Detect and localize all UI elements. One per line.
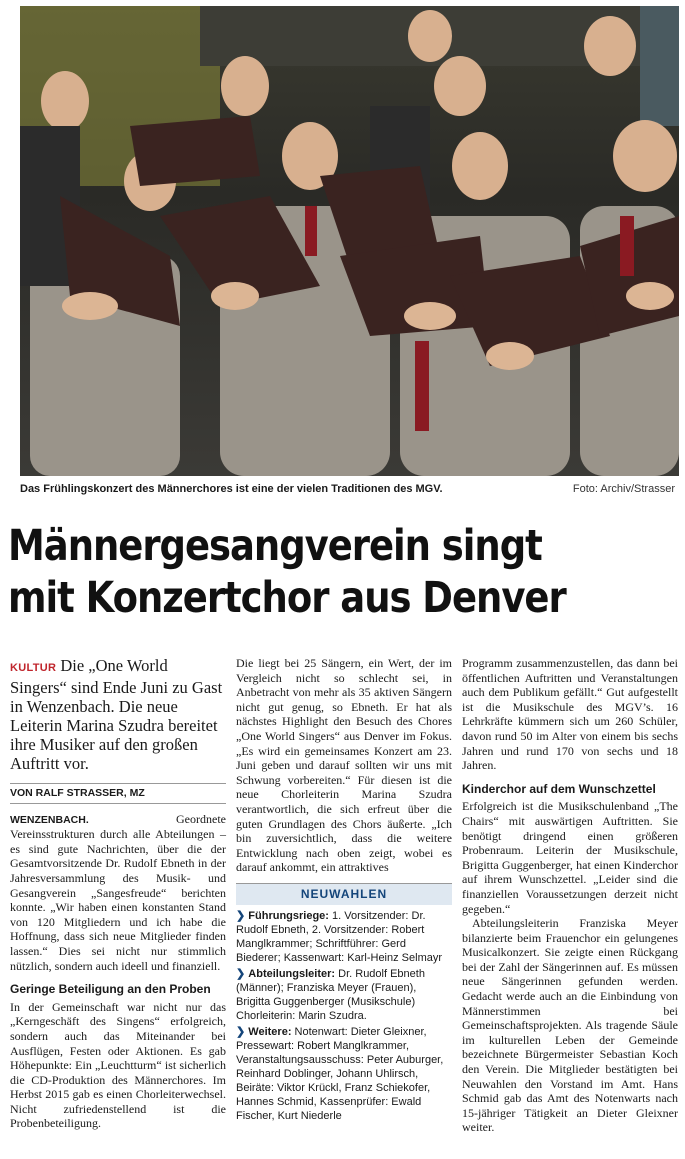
- headline-line-2: mit Konzertchor aus Denver: [8, 573, 566, 623]
- box-title: NEUWAHLEN: [236, 884, 452, 905]
- choir-photo: [20, 6, 679, 476]
- chevron-right-icon: ❯: [236, 967, 246, 980]
- headline-line-1: Männergesangverein singt: [8, 521, 542, 571]
- column-3: [462, 656, 678, 1135]
- box-entry-label: Abteilungsleiter:: [248, 967, 336, 980]
- box-entry: [236, 1025, 452, 1123]
- column-1: [10, 656, 226, 1131]
- box-entry-label: Weitere:: [248, 1025, 292, 1038]
- subheading-2: Kinderchor auf dem Wunschzettel: [462, 781, 656, 796]
- photo-caption: [20, 483, 679, 499]
- caption-text: Das Frühlingskonzert des Männerchores ist eine der vielen Traditionen des MGV.: [20, 483, 443, 495]
- column-2: [236, 656, 452, 1125]
- box-entry: [236, 909, 452, 965]
- chevron-right-icon: ❯: [236, 909, 246, 922]
- body-paragraph-6: Abteilungsleiterin Franziska Meyer bilanzierte beim Frauenchor ein gelungenes Musicalkonzert. Sie zeigte einen Rückgang bei der Zahl der Sängerinnen auf. Es müssen neue Sängerinnen gefunden werden. Gedacht werde auch an die Einbindung von Männerstimmen bei Gemeinschaftsprojekten. Als tragende Säule im kulturellen Leben der Gemeinde bezeichnete Bürgermeister Sebastian Koch den Verein. Die Mitglieder bestätigten bei Neuwahlen den Vorstand im Amt. Hans Schmid gab das Amt des Notenwarts nach 15-jähriger Tätigkeit an Dieter Gleixner weiter.: [462, 916, 678, 1135]
- neuwahlen-box: [236, 883, 452, 1123]
- lead-paragraph: [10, 656, 226, 773]
- chevron-right-icon: ❯: [236, 1025, 246, 1038]
- author-byline: VON RALF STRASSER, MZ: [10, 783, 226, 804]
- body-paragraph-4: Programm zusammenzustellen, das dann bei öffentlichen Auftritten und Veranstaltungen auch dem Publikum gefällt.“ Gut aufgestellt ist die Musikschule des MGV’s. 16 Lehrkräfte kümmern sich um 260 Schüler, davon rund 50 im Alter von einem bis sechs Jahren und rund 170 von sechs und 18 Jahren.: [462, 656, 678, 773]
- dateline: WENZENBACH.: [10, 813, 89, 826]
- article-headline: [8, 520, 586, 624]
- box-entry-label: Führungsriege:: [248, 909, 329, 922]
- box-entry-text: 1. Vorsitzender: Dr. Rudolf Ebneth, 2. Vorsitzender: Robert Manglkrammer; Schriftführer: Gerd Biederer; Kassenwart: Karl-Heinz Selmayr: [236, 909, 443, 964]
- choir-photo-illustration: [20, 6, 679, 476]
- subheading-1: Geringe Beteiligung an den Proben: [10, 982, 211, 997]
- box-entry-text: Notenwart: Dieter Gleixner, Pressewart: Robert Manglkrammer, Veranstaltungsausschuss: Peter Auburger, Reinhard Doblinger, Johann Uhlirsch, Beiräte: Viktor Krückl, Franz Schiekofer, Hannes Schmid, Kassenprüfer: Ewald Fischer, Kurt Niederle: [236, 1025, 444, 1122]
- section-kicker: KULTUR: [10, 662, 57, 674]
- body-paragraph-3: Die liegt bei 25 Sängern, ein Wert, der im Vergleich nicht so schlecht sei, in Anbetracht von mehr als 35 aktiven Sängern nicht gut genug, so Ebneth. Er hat als nächstes Highlight den Besuch des Chores „One World Singers“ aus Denver im Fokus. „Es wird ein gemeinsames Konzert am 23. Juni geben und darauf sollten wir uns mit Schwung vorbereiten.“ Für diesen ist die neue Chorleiterin Marina Szudra verantwortlich, die sich erfreut über die guten Grundlagen des Chors äußerte. „Ich bin zuversichtlich, dass die weitere Entwicklung nach oben zeigt, wobei es darauf ankommt, ein attraktives: [236, 656, 452, 875]
- box-entry-text: Dr. Rudolf Ebneth (Männer); Franziska Meyer (Frauen), Brigitta Guggenberger (Musikschule) Chorleiterin: Marin Szudra.: [236, 967, 425, 1022]
- box-entry: [236, 967, 452, 1023]
- body-paragraph-2: In der Gemeinschaft war nicht nur das „Kerngeschäft des Singens“ erfolgreich, sondern auch das Miteinander bei Ausflügen, Festen oder Aktionen. Es gab Höhepunkte: Ein „Leuchtturm“ ist sicherlich die CD-Produktion des Männerchores. Im Herbst 2015 gab es einen Chorleiterwechsel. Nicht zufriedenstellend ist die Probenbeteiligung.: [10, 999, 226, 1131]
- body-paragraph-1-text: Geordnete Vereinsstrukturen durch alle Abteilungen – es sind gute Nachrichten, über die der Gesamtvorsitzende Dr. Rudolf Ebneth in der Jahresversammlung des Musik- und Gesangverein „Sangesfreude“ berichten konnte. „Wir haben einen konstanten Stand von 120 Mitgliedern und ich habe die Hoffnung, dass sich neue Mitglieder finden lassen.“ Dies sei nicht nur stimmlich nützlich, sondern auch ideell und finanziell.: [10, 811, 226, 973]
- body-paragraph-1: [10, 812, 226, 974]
- photo-credit: Foto: Archiv/Strasser: [572, 483, 675, 495]
- lead-text: Die „One World Singers“ sind Ende Juni zu Gast in Wenzenbach. Die neue Leiterin Marina Szudra bereitet ihre Musiker auf den großen Auftritt vor.: [10, 656, 223, 773]
- body-paragraph-5: Erfolgreich ist die Musikschulenband „The Chairs“ mit auswärtigen Auftritten. Sie benötigt dringend einen größeren Probenraum. Leiterin der Musikschule, Brigitta Guggenberger, hat einen Kinderchor auf ihrem Wunschzettel. „Leider sind die finanziellen Voraussetzungen derzeit nicht gegeben.“: [462, 799, 678, 916]
